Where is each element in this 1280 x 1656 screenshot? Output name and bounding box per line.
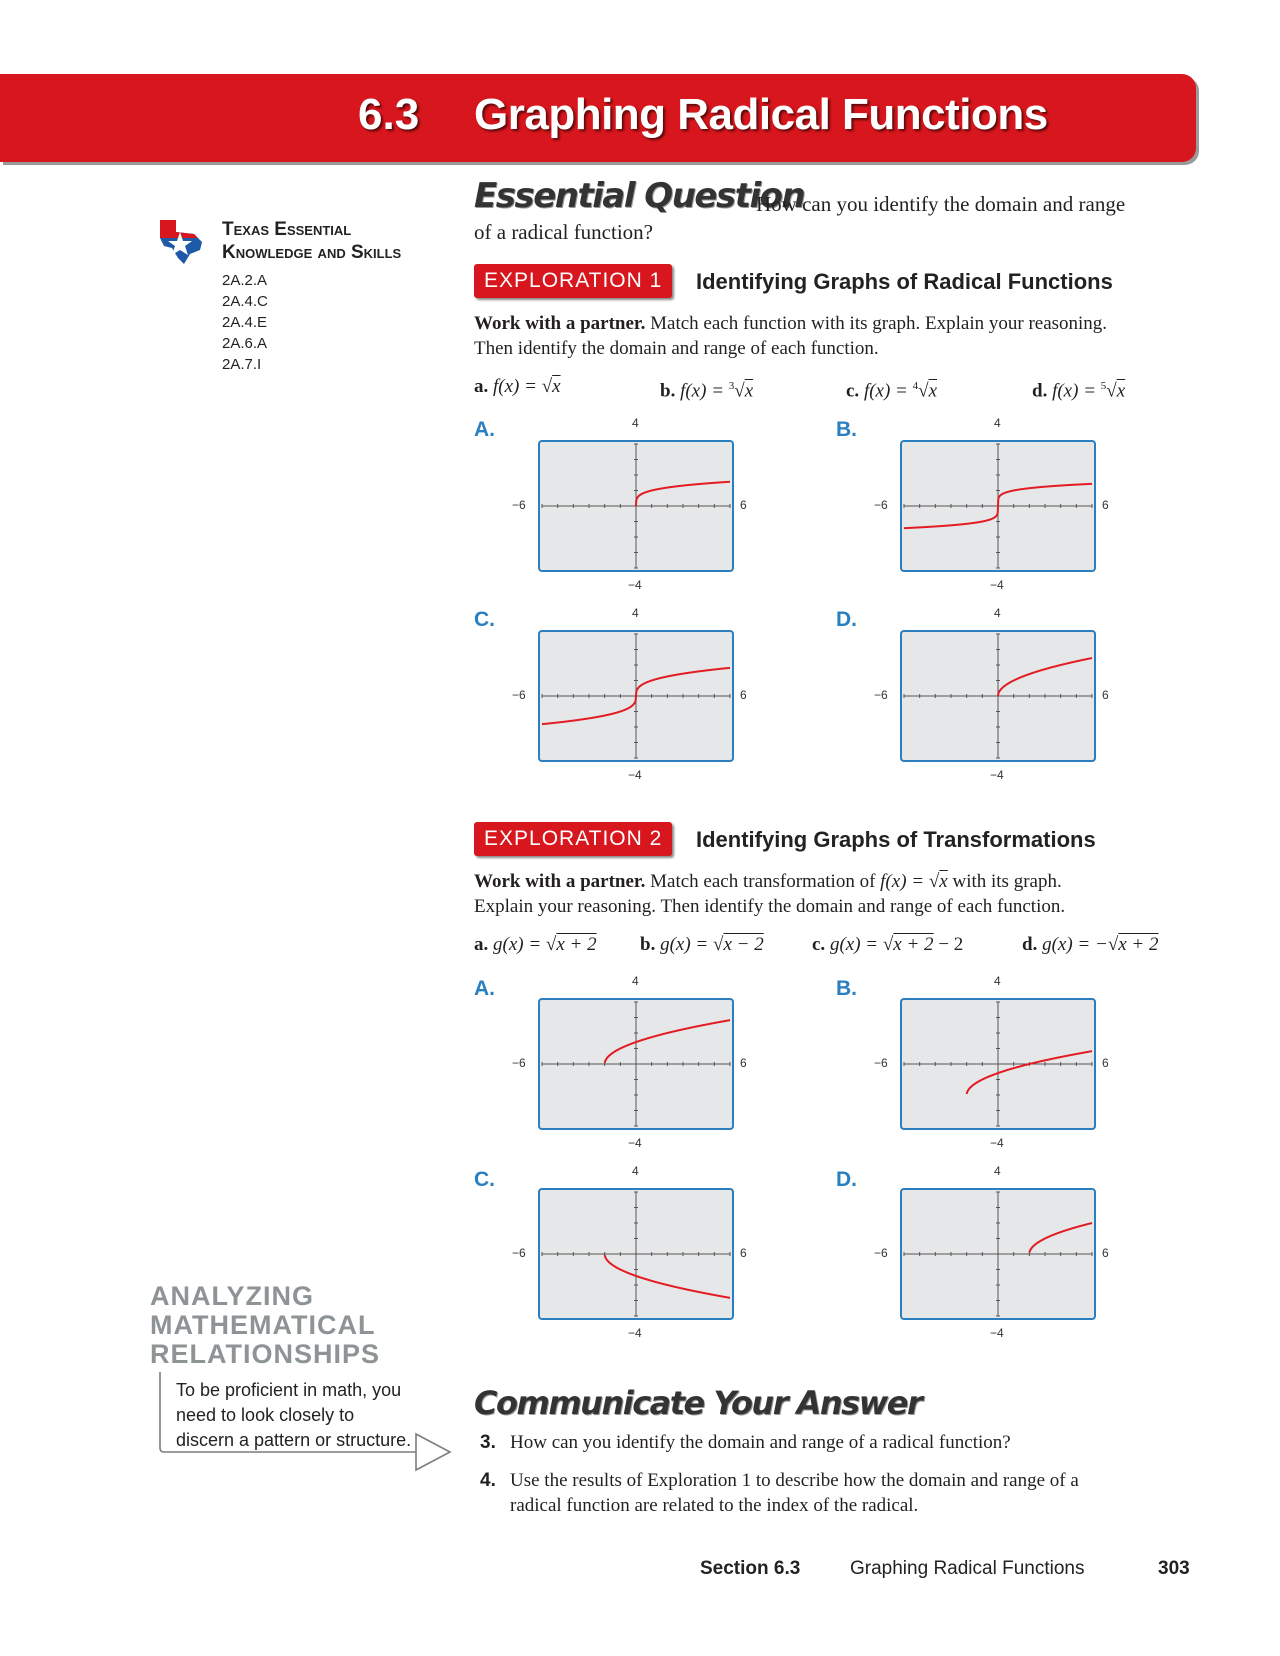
tick-label-right: 6 — [740, 688, 747, 702]
radical-sign: √ — [734, 380, 745, 402]
tick-label-left: −6 — [874, 1246, 888, 1260]
tick-label-right: 6 — [1102, 688, 1109, 702]
graph-screen — [538, 630, 734, 762]
question-number: 3. — [480, 1432, 496, 1453]
question-number: 4. — [480, 1470, 496, 1491]
graph-screen — [900, 440, 1096, 572]
eq-line1: How can you identify the domain and range — [756, 192, 1126, 216]
tick-label-left: −6 — [874, 1056, 888, 1070]
radical-sign: √ — [928, 871, 940, 892]
exploration-1-instructions — [474, 311, 1194, 361]
tick-label-right: 6 — [740, 498, 747, 512]
option-c — [812, 932, 963, 957]
graph-e1-c — [508, 606, 764, 786]
option-func: g(x) = — [493, 934, 546, 955]
instruction-text: Match each transformation of — [650, 871, 876, 892]
tick-label-right: 6 — [740, 1056, 747, 1070]
question-4 — [480, 1468, 1190, 1518]
radical-sign: √ — [713, 934, 724, 955]
question-3 — [480, 1430, 1190, 1455]
graph-label: D. — [836, 1168, 857, 1191]
option-label: a. — [474, 934, 489, 955]
tick-label-left: −6 — [512, 688, 526, 702]
tick-label-right: 6 — [1102, 498, 1109, 512]
teks-title — [222, 218, 452, 264]
teks-item: 2A.4.C — [222, 293, 268, 310]
sidebar-title-line: MATHEMATICAL — [150, 1310, 376, 1340]
chapter-banner — [0, 74, 1196, 162]
radical-sign: √ — [545, 934, 557, 955]
teks-list — [222, 270, 268, 375]
option-label: c. — [846, 380, 860, 402]
tick-label-bottom: −4 — [628, 768, 642, 782]
option-func: f(x) = — [680, 380, 729, 402]
footer-section: Section 6.3 — [700, 1558, 801, 1579]
radical-index: 3 — [728, 380, 735, 392]
graph-e1-b — [870, 416, 1126, 596]
graph-screen — [538, 1188, 734, 1320]
graph-label: A. — [474, 977, 495, 1000]
option-radicand: x — [1116, 380, 1126, 402]
section-number: 6.3 — [358, 90, 420, 139]
tick-label-bottom: −4 — [990, 578, 1004, 592]
sidebar-title-line: RELATIONSHIPS — [150, 1339, 381, 1369]
option-post: − 2 — [933, 934, 964, 955]
graph-label: A. — [474, 418, 495, 441]
sidebar-text: To be proficient in math, you need to look closely to discern a pattern or structure. — [176, 1380, 412, 1450]
graph-label: C. — [474, 608, 495, 631]
texas-flag-icon — [154, 214, 206, 266]
exploration-1-badge: EXPLORATION 1 — [474, 264, 672, 298]
option-radicand: x — [928, 380, 937, 402]
essential-question-label: Essential Question — [474, 176, 805, 216]
option-b — [660, 374, 753, 403]
graph-e2-c — [508, 1164, 764, 1344]
tick-label-right: 6 — [740, 1246, 747, 1260]
instruction-radicand: x — [939, 871, 948, 892]
page-number: 303 — [1158, 1558, 1190, 1579]
graph-screen — [900, 998, 1096, 1130]
option-label: d. — [1022, 934, 1038, 955]
essential-question-text — [474, 190, 1174, 246]
option-radicand: x — [744, 380, 754, 402]
graph-screen — [900, 1188, 1096, 1320]
instruction-text: with its graph. — [952, 871, 1062, 892]
radical-index: 4 — [912, 380, 919, 392]
tick-label-top: 4 — [994, 416, 1001, 430]
option-label: a. — [474, 376, 489, 397]
option-radicand: x + 2 — [1118, 934, 1159, 955]
exploration-2-badge: EXPLORATION 2 — [474, 822, 672, 856]
radical-sign: √ — [918, 380, 929, 402]
radical-sign: √ — [882, 934, 894, 955]
exploration-2-instructions — [474, 869, 1194, 919]
sidebar-title — [150, 1282, 380, 1369]
option-label: b. — [660, 380, 676, 402]
option-radicand: x — [552, 376, 561, 397]
teks-item: 2A.4.E — [222, 314, 268, 331]
graph-screen — [900, 630, 1096, 762]
tick-label-right: 6 — [1102, 1056, 1109, 1070]
radical-sign: √ — [1106, 380, 1117, 402]
teks-item: 2A.6.A — [222, 335, 268, 352]
option-func: f(x) = — [863, 380, 913, 402]
option-func: g(x) = — [829, 934, 883, 955]
graph-label: C. — [474, 1168, 495, 1191]
graph-label: D. — [836, 608, 857, 631]
graph-screen — [538, 998, 734, 1130]
option-a — [474, 374, 561, 399]
tick-label-bottom: −4 — [628, 1326, 642, 1340]
page-title: Graphing Radical Functions — [474, 90, 1048, 139]
option-func: g(x) = — [660, 934, 713, 955]
instruction-bold: Work with a partner. — [474, 871, 646, 892]
instruction-bold: Work with a partner. — [474, 313, 646, 334]
tick-label-bottom: −4 — [990, 768, 1004, 782]
teks-item: 2A.2.A — [222, 272, 268, 289]
option-b — [640, 932, 764, 957]
tick-label-bottom: −4 — [628, 1136, 642, 1150]
option-radicand: x + 2 — [556, 934, 597, 955]
instruction-line1: Match each function with its graph. Explain your reasoning. — [650, 313, 1108, 334]
graph-label: B. — [836, 418, 857, 441]
instruction-line2: Explain your reasoning. Then identify the domain and range of each function. — [474, 896, 1066, 917]
option-func: f(x) = — [1052, 380, 1101, 402]
graph-label: B. — [836, 977, 857, 1000]
instruction-func: f(x) = — [880, 871, 929, 892]
graph-e2-a — [508, 974, 764, 1154]
tick-label-top: 4 — [994, 974, 1001, 988]
tick-label-top: 4 — [632, 974, 639, 988]
tick-label-left: −6 — [874, 688, 888, 702]
eq-line2: of a radical function? — [474, 220, 653, 244]
option-a — [474, 932, 597, 957]
graph-e2-b — [870, 974, 1126, 1154]
option-radicand: x + 2 — [893, 934, 934, 955]
teks-title-line1: Texas Essential — [222, 219, 352, 240]
exploration-2-title: Identifying Graphs of Transformations — [696, 827, 1096, 852]
sidebar-title-line: ANALYZING — [150, 1281, 315, 1311]
tick-label-left: −6 — [512, 498, 526, 512]
graph-e1-a — [508, 416, 764, 596]
communicate-label: Communicate Your Answer — [474, 1384, 922, 1422]
tick-label-right: 6 — [1102, 1246, 1109, 1260]
graph-e1-d — [870, 606, 1126, 786]
tick-label-bottom: −4 — [628, 578, 642, 592]
option-radicand: x − 2 — [723, 934, 764, 955]
option-d — [1032, 374, 1125, 403]
option-d — [1022, 932, 1159, 957]
tick-label-top: 4 — [994, 606, 1001, 620]
tick-label-top: 4 — [994, 1164, 1001, 1178]
tick-label-left: −6 — [512, 1246, 526, 1260]
option-func: f(x) = — [493, 376, 542, 397]
option-func: g(x) = − — [1042, 934, 1108, 955]
tick-label-left: −6 — [512, 1056, 526, 1070]
graph-e2-d — [870, 1164, 1126, 1344]
exploration-1-title: Identifying Graphs of Radical Functions — [696, 269, 1113, 294]
teks-item: 2A.7.I — [222, 356, 262, 373]
radical-sign: √ — [541, 376, 553, 397]
option-label: b. — [640, 934, 656, 955]
tick-label-top: 4 — [632, 416, 639, 430]
option-c — [846, 374, 937, 403]
tick-label-top: 4 — [632, 1164, 639, 1178]
tick-label-left: −6 — [874, 498, 888, 512]
instruction-line2: Then identify the domain and range of each function. — [474, 338, 879, 359]
question-text: Use the results of Exploration 1 to describe how the domain and range of a — [510, 1470, 1079, 1491]
graph-screen — [538, 440, 734, 572]
question-text: How can you identify the domain and range of a radical function? — [510, 1432, 1011, 1453]
radical-index: 5 — [1100, 380, 1107, 392]
tick-label-bottom: −4 — [990, 1136, 1004, 1150]
question-text: radical function are related to the index of the radical. — [510, 1495, 919, 1516]
tick-label-bottom: −4 — [990, 1326, 1004, 1340]
option-label: d. — [1032, 380, 1048, 402]
tick-label-top: 4 — [632, 606, 639, 620]
teks-title-line2: Knowledge and Skills — [222, 242, 402, 263]
radical-sign: √ — [1107, 934, 1119, 955]
footer-title: Graphing Radical Functions — [850, 1558, 1085, 1579]
option-label: c. — [812, 934, 826, 955]
